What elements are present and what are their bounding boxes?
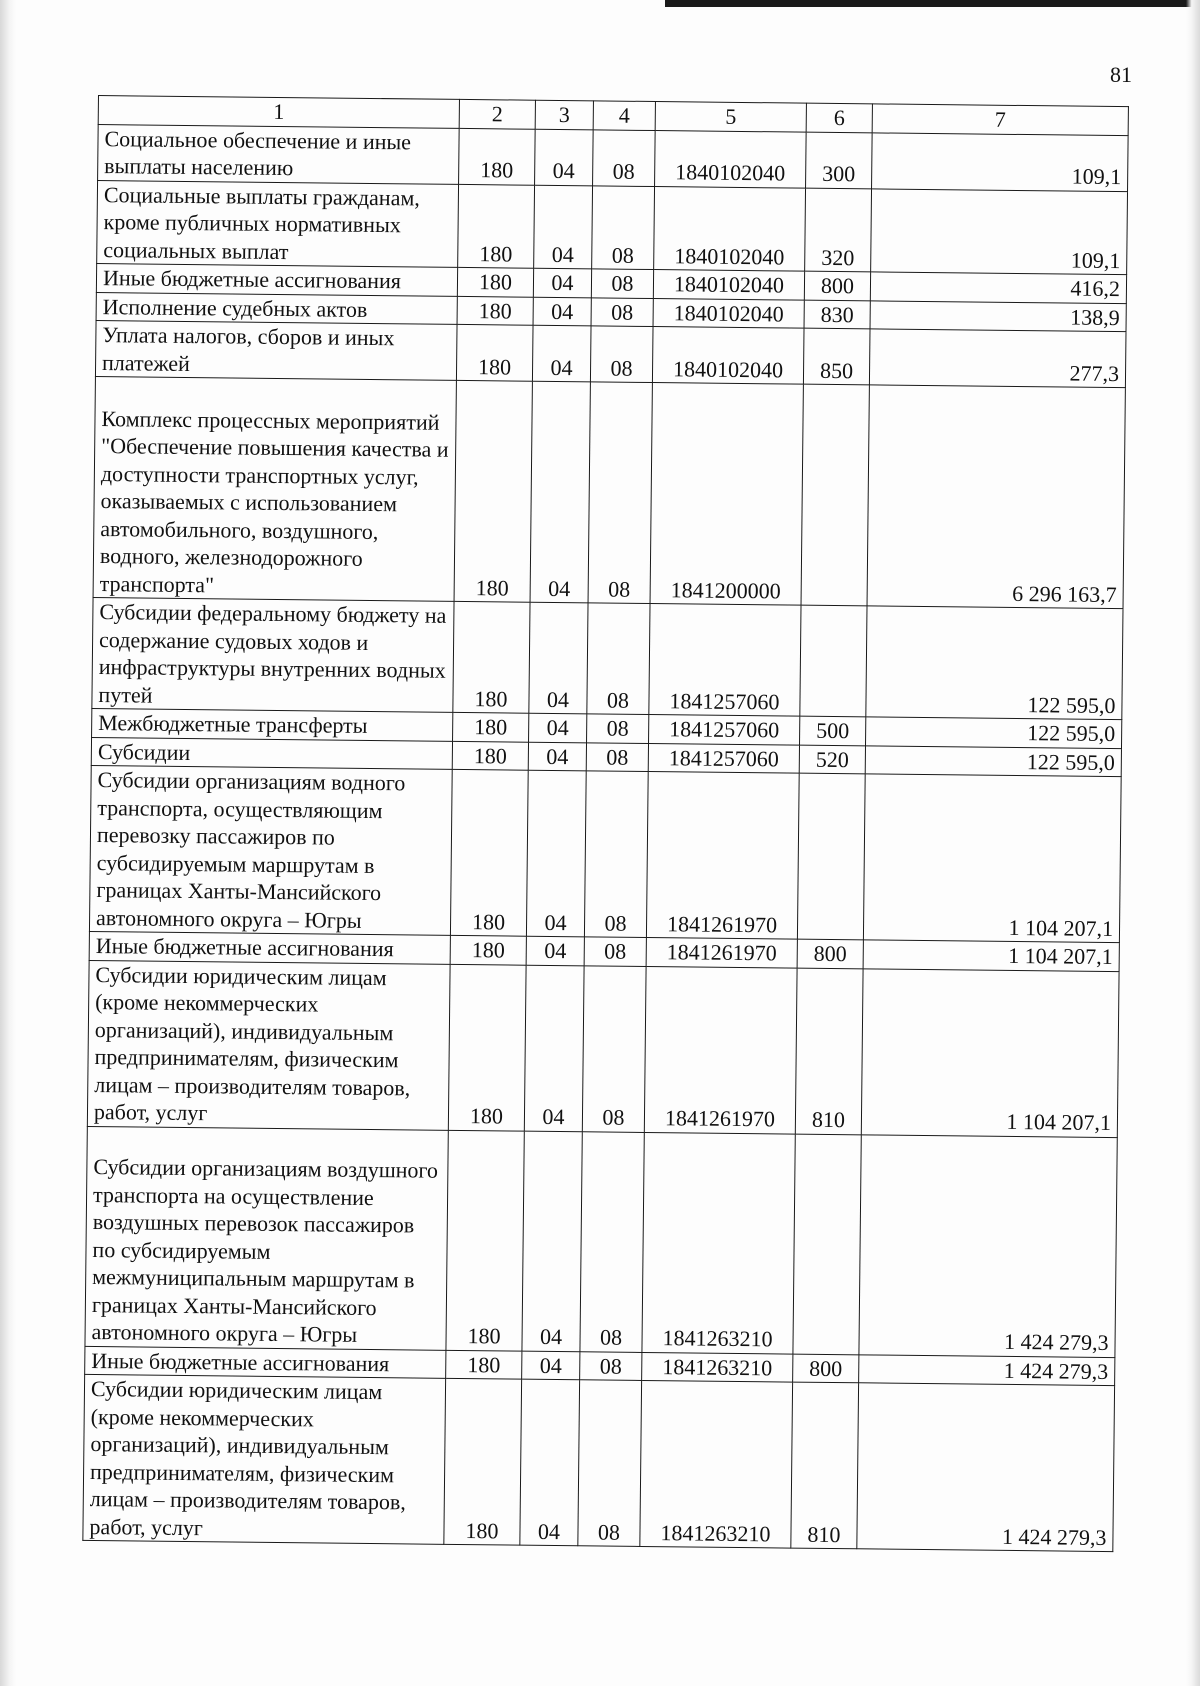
row-code-section: 04 — [524, 965, 584, 1132]
row-expense-type: 320 — [805, 188, 872, 272]
row-amount: 122 595,0 — [866, 606, 1123, 720]
row-name: Субсидии организациям водного транспорта, осуществляющим перевозку пассажиров по субсидируемым маршрутам в границах Ханты-Мансийского автономного округа – Югры — [89, 765, 452, 935]
row-expense-type — [793, 1134, 861, 1355]
row-code-section: 04 — [526, 936, 584, 965]
row-code-main: 180 — [444, 1378, 522, 1545]
row-code-section: 04 — [530, 381, 590, 603]
header-col-1: 1 — [98, 96, 459, 128]
row-name: Иные бюджетные ассигнования — [85, 1346, 446, 1378]
row-code-subsection: 08 — [591, 297, 653, 326]
row-code-main: 180 — [450, 935, 526, 964]
row-code-section: 04 — [522, 1131, 582, 1352]
row-code-main: 180 — [450, 769, 528, 936]
row-expense-type: 300 — [806, 132, 873, 189]
scan-edge-bar — [665, 0, 1200, 7]
row-code-main: 180 — [453, 712, 529, 741]
table-row — [83, 1374, 1115, 1551]
row-expense-type: 850 — [803, 328, 870, 385]
row-expense-type: 800 — [804, 271, 870, 300]
row-code-section: 04 — [532, 325, 591, 382]
table-row — [89, 765, 1121, 942]
table-row — [93, 376, 1125, 608]
scan-right-shadow — [1186, 0, 1200, 1686]
row-amount: 122 595,0 — [866, 717, 1122, 748]
row-target-article: 1841200000 — [650, 383, 803, 606]
row-code-main: 180 — [446, 1350, 522, 1379]
row-amount: 1 104 207,1 — [863, 940, 1119, 971]
header-col-5: 5 — [655, 102, 806, 132]
row-name: Субсидии — [91, 737, 452, 769]
row-target-article: 1841261970 — [646, 771, 799, 939]
header-col-7: 7 — [872, 104, 1128, 135]
row-name: Субсидии юридическим лицам (кроме некоммерческих организаций), индивидуальным предпринимателям, физическим лицам – производителям товаров, работ, услуг — [83, 1374, 446, 1544]
row-amount: 1 424 279,3 — [859, 1354, 1115, 1385]
row-name: Социальное обеспечение и иные выплаты населению — [98, 124, 460, 184]
row-target-article: 1840102040 — [654, 186, 806, 271]
scan-left-shadow — [0, 0, 16, 1686]
row-code-subsection: 08 — [587, 714, 649, 743]
row-code-section: 04 — [533, 297, 591, 326]
row-target-article: 1841261970 — [646, 937, 797, 967]
row-target-article: 1841263210 — [642, 1132, 795, 1354]
row-target-article: 1840102040 — [653, 298, 804, 328]
row-target-article: 1840102040 — [652, 327, 804, 385]
row-code-subsection: 08 — [592, 185, 655, 269]
row-code-subsection: 08 — [580, 1351, 642, 1380]
table-row — [87, 960, 1119, 1137]
row-target-article: 1841263210 — [642, 1352, 793, 1382]
header-col-6: 6 — [806, 103, 872, 132]
row-code-section: 04 — [526, 770, 586, 937]
row-code-subsection: 08 — [580, 1131, 644, 1352]
row-expense-type: 810 — [791, 1382, 859, 1549]
row-expense-type: 800 — [797, 939, 863, 968]
row-name: Социальные выплаты гражданам, кроме публичных нормативных социальных выплат — [97, 180, 459, 267]
row-code-main: 180 — [459, 128, 536, 185]
row-code-main: 180 — [448, 964, 526, 1131]
row-expense-type: 520 — [799, 745, 865, 774]
row-code-section: 04 — [534, 185, 593, 269]
row-code-subsection: 08 — [587, 603, 650, 715]
row-expense-type — [801, 384, 869, 606]
row-code-section: 04 — [528, 742, 586, 771]
row-expense-type: 800 — [793, 1354, 859, 1383]
row-amount: 1 104 207,1 — [861, 968, 1119, 1137]
row-code-subsection: 08 — [584, 937, 646, 966]
row-code-section: 04 — [529, 713, 587, 742]
row-name: Исполнение судебных актов — [96, 292, 457, 324]
row-target-article: 1841261970 — [644, 966, 797, 1134]
row-code-main: 180 — [452, 741, 528, 770]
row-amount: 277,3 — [869, 329, 1126, 388]
row-target-article: 1840102040 — [655, 130, 807, 188]
table-row — [85, 1126, 1117, 1357]
page-number: 81 — [1110, 62, 1132, 87]
row-target-article: 1840102040 — [653, 270, 804, 300]
table-row — [97, 180, 1128, 275]
row-target-article: 1841257060 — [648, 743, 799, 773]
row-code-section: 04 — [535, 129, 594, 186]
row-amount: 122 595,0 — [865, 745, 1121, 776]
header-col-2: 2 — [459, 99, 535, 128]
row-code-section: 04 — [529, 602, 588, 714]
row-amount: 6 296 163,7 — [867, 385, 1125, 609]
row-code-main: 180 — [454, 380, 532, 602]
row-code-subsection: 08 — [578, 1380, 642, 1547]
budget-table-container — [82, 95, 1128, 1552]
row-target-article: 1841257060 — [649, 714, 800, 744]
row-code-main: 180 — [457, 267, 533, 296]
row-target-article: 1841263210 — [640, 1380, 793, 1548]
table-row — [98, 124, 1129, 191]
row-code-subsection: 08 — [582, 965, 646, 1132]
row-expense-type: 830 — [804, 300, 870, 329]
row-code-subsection: 08 — [588, 382, 652, 604]
row-name: Межбюджетные трансферты — [92, 708, 453, 740]
row-expense-type — [797, 773, 865, 940]
row-name: Иные бюджетные ассигнования — [96, 263, 457, 295]
row-name: Субсидии организациям воздушного транспорта на осуществление воздушных перевозок пассажиров по субсидируемым межмуниципальным маршрутам в границах Ханты-Мансийского автономного округа – Югры — [85, 1126, 448, 1350]
row-amount: 1 104 207,1 — [863, 774, 1121, 943]
header-col-4: 4 — [593, 101, 655, 130]
row-name: Уплата налогов, сборов и иных платежей — [95, 320, 457, 380]
row-expense-type: 500 — [800, 716, 866, 745]
row-expense-type — [800, 605, 867, 717]
row-code-section: 04 — [522, 1351, 580, 1380]
row-code-section: 04 — [533, 268, 591, 297]
row-expense-type: 810 — [795, 968, 863, 1135]
row-name: Комплекс процессных мероприятий "Обеспечение повышения качества и доступности транспортных услуг, оказываемых с использованием автомобильного, воздушного, водного, железнодорожного транспорта" — [93, 376, 456, 601]
row-code-main: 180 — [446, 1130, 524, 1351]
row-code-main: 180 — [453, 601, 530, 713]
row-amount: 138,9 — [870, 300, 1126, 331]
table-row — [92, 597, 1123, 719]
row-amount: 1 424 279,3 — [857, 1383, 1115, 1552]
row-code-main: 180 — [456, 324, 533, 381]
row-name: Субсидии юридическим лицам (кроме некоммерческих организаций), индивидуальным предпринимателям, физическим лицам – производителям товаров, работ, услуг — [87, 960, 450, 1130]
row-code-section: 04 — [520, 1379, 580, 1546]
row-name: Субсидии федеральному бюджету на содержание судовых ходов и инфраструктуры внутренних водных путей — [92, 597, 454, 712]
row-amount: 1 424 279,3 — [859, 1134, 1117, 1357]
budget-table — [82, 95, 1129, 1552]
row-amount: 416,2 — [870, 272, 1126, 303]
row-name: Иные бюджетные ассигнования — [89, 931, 450, 963]
row-code-subsection: 08 — [590, 326, 653, 383]
row-code-subsection: 08 — [591, 269, 653, 298]
row-code-main: 180 — [457, 296, 533, 325]
row-target-article: 1841257060 — [649, 604, 801, 717]
header-col-3: 3 — [535, 100, 593, 129]
row-amount: 109,1 — [872, 132, 1129, 191]
row-code-subsection: 08 — [584, 771, 648, 938]
row-code-subsection: 08 — [593, 129, 656, 186]
row-code-main: 180 — [458, 184, 535, 268]
row-amount: 109,1 — [871, 188, 1128, 274]
row-code-subsection: 08 — [586, 742, 648, 771]
